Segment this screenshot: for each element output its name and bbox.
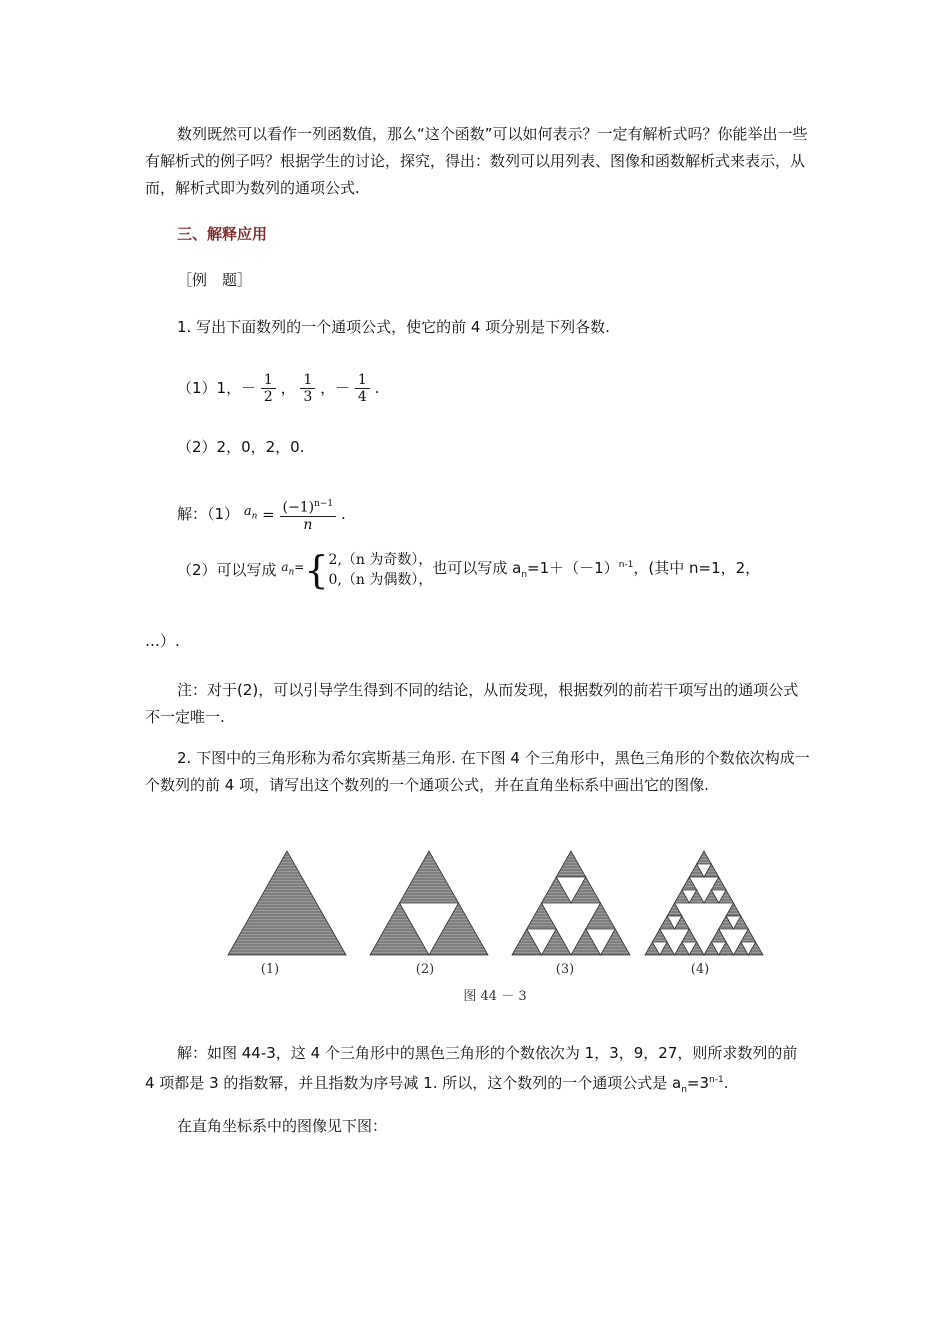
alternative-form-tail: ，(其中 n=1，2， — [633, 559, 761, 577]
closing-paragraph: 在直角坐标系中的图像见下图： — [177, 1117, 388, 1135]
sierpinski-triangles — [225, 845, 770, 960]
solution-1-part-1 — [177, 490, 842, 539]
n-subscript: n — [251, 511, 258, 522]
question-1-part-1 — [177, 368, 842, 408]
fraction-denominator: n — [303, 516, 313, 533]
figure-label-4: (4) — [690, 962, 710, 977]
figure-label-1: (1) — [260, 962, 280, 977]
figure-caption: 图 44 － 3 — [463, 989, 527, 1004]
alternative-form-prefix: 也可以写成 a — [432, 559, 522, 577]
part1-prefix: （1）1，－ — [177, 379, 257, 397]
fraction-denominator: 4 — [357, 389, 367, 405]
separator: ， — [280, 379, 296, 397]
n-subscript: n — [288, 567, 295, 578]
end-period: . — [340, 504, 346, 523]
numerator-base: (−1) — [282, 499, 315, 516]
solution-prefix: 解：（1） — [177, 504, 240, 523]
a-n-symbol — [243, 504, 258, 522]
a-n-symbol: $a_n=$ — [281, 560, 305, 578]
case-odd: 2,（n 为奇数）， — [328, 552, 433, 568]
piecewise-cases — [329, 550, 433, 590]
fraction-1-over-3 — [300, 372, 315, 405]
fraction-numerator: 1 — [261, 372, 276, 389]
numerator-exponent: n−1 — [314, 498, 334, 509]
formula-exponent: n-1 — [709, 1075, 724, 1085]
question-1-part-2: （2）2，0，2，0. — [177, 438, 305, 456]
figure-label-3: (3) — [555, 962, 575, 977]
case-even: 0,（n 为偶数）， — [328, 572, 433, 588]
fraction-numerator: 1 — [355, 372, 370, 389]
fraction-denominator: 2 — [263, 389, 273, 405]
question-2-paragraph: 2. 下图中的三角形称为希尔宾斯基三角形. 在下图 4 个三角形中，黑色三角形的个数依次构成一个数列的前 4 项，请写出这个数列的一个通项公式，并在直角坐标系中画出它的图像. — [145, 749, 810, 794]
part2-prefix: （2）可以写成 — [177, 561, 277, 579]
general-term-fraction — [280, 496, 337, 533]
figure-label-2: (2) — [415, 962, 435, 977]
solution-1-continuation: …）. — [145, 632, 180, 650]
triangles-group — [228, 851, 763, 955]
a-symbol: a — [243, 504, 252, 519]
sierpinski-figure — [225, 845, 770, 1005]
note-paragraph: 注：对于(2)，可以引导学生得到不同的结论，从而发现，根据数列的前若干项写出的通项公式不一定唯一. — [145, 681, 799, 726]
sierpinski-triangle-1 — [228, 851, 346, 955]
fraction-denominator: 3 — [303, 389, 313, 405]
end-period: . — [723, 1074, 729, 1092]
a-symbol: a — [281, 560, 289, 575]
n-subscript: n — [521, 570, 528, 580]
fraction-1-over-2 — [261, 372, 276, 405]
separator: ，－ — [320, 379, 351, 397]
fraction-1-over-4 — [355, 372, 370, 405]
question-1-stem: 1. 写出下面数列的一个通项公式，使它的前 4 项分别是下列各数. — [177, 318, 610, 336]
solution-1-part-2 — [177, 550, 817, 590]
left-brace: { — [304, 548, 329, 592]
intro-paragraph: 数列既然可以看作一列函数值，那么“这个函数”可以如何表示？一定有解析式吗？你能举出一些有解析式的例子吗？根据学生的讨论，探究，得出：数列可以用列表、图像和函数解析式来表示，从而，解析式即为数列的通项公式. — [145, 125, 808, 197]
end-period: . — [374, 379, 380, 397]
alternative-form — [432, 559, 761, 580]
section-heading: 三、解释应用 — [177, 225, 268, 243]
example-heading: ［例 题］ — [177, 271, 253, 289]
equals-sign: = — [262, 505, 275, 524]
fraction-numerator: 1 — [300, 372, 315, 389]
fraction-numerator — [280, 496, 337, 517]
solution-2-paragraph — [145, 1040, 810, 1104]
n-subscript: n — [681, 1085, 687, 1095]
solution-2-text: 解：如图 44-3，这 4 个三角形中的黑色三角形的个数依次为 1，3，9，27，则所求数列的前 4 项都是 3 的指数幂，并且指数为序号减 1. 所以，这个数列的一个通项公式是 a — [145, 1044, 798, 1092]
alternative-expression: =1＋（－1） — [527, 559, 619, 577]
formula-base: =3 — [686, 1074, 710, 1092]
exponent: n-1 — [618, 560, 634, 570]
